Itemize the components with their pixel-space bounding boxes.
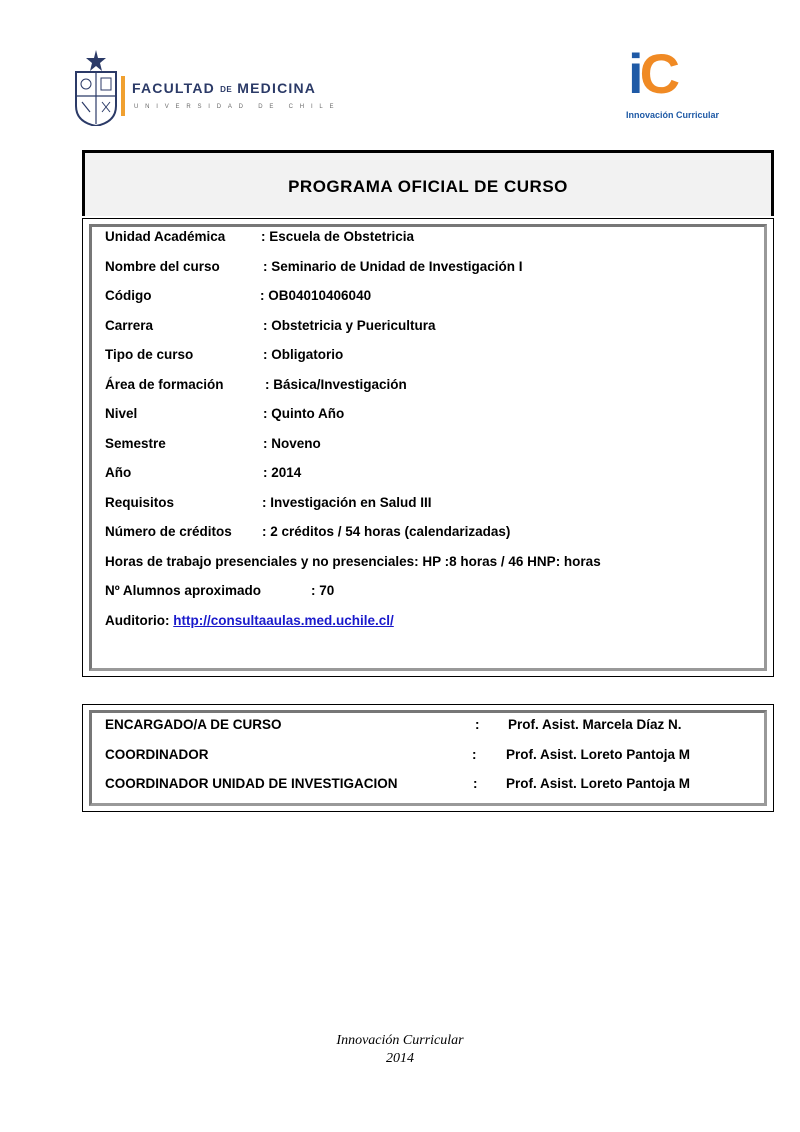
university-name: UNIVERSIDAD DE CHILE	[134, 104, 341, 110]
innovacion-curricular-logo	[622, 42, 720, 126]
info-row-alumnos: Nº Alumnos aproximado : 70	[105, 583, 335, 598]
info-row-unidad: Unidad Académica : Escuela de Obstetricia	[105, 229, 415, 244]
info-row-nombre: Nombre del curso : Seminario de Unidad de Investigación I	[105, 259, 523, 274]
info-row-anio: Año : 2014	[105, 465, 302, 480]
info-row-requisitos: Requisitos : Investigación en Salud III	[105, 495, 432, 510]
university-shield-icon	[72, 50, 120, 126]
info-row-auditorio: Auditorio: http://consultaaulas.med.uchile.cl/	[105, 613, 394, 628]
footer-line-2: 2014	[386, 1051, 414, 1066]
auditorio-link[interactable]: http://consultaaulas.med.uchile.cl/	[173, 613, 394, 628]
footer-line-1: Innovación Curricular	[336, 1033, 464, 1048]
ic-logo-mark: iC	[628, 42, 677, 105]
staff-row-coordinador: COORDINADOR : Prof. Asist. Loreto Pantoja M	[105, 747, 691, 762]
staff-row-encargado: ENCARGADO/A DE CURSO : Prof. Asist. Marcela Díaz N.	[105, 717, 682, 732]
info-row-semestre: Semestre : Noveno	[105, 436, 321, 451]
faculty-logo	[72, 50, 341, 126]
page-title: PROGRAMA OFICIAL DE CURSO	[288, 177, 568, 196]
info-row-horas: Horas de trabajo presenciales y no presenciales: HP :8 horas / 46 HNP: horas	[105, 554, 601, 569]
info-row-carrera: Carrera : Obstetricia y Puericultura	[105, 318, 436, 333]
info-row-creditos: Número de créditos : 2 créditos / 54 horas (calendarizadas)	[105, 524, 511, 539]
staff-row-coordinador-investigacion: COORDINADOR UNIDAD DE INVESTIGACION : Prof. Asist. Loreto Pantoja M	[105, 776, 691, 791]
info-row-codigo: Código : OB04010406040	[105, 288, 372, 303]
page-footer	[0, 1032, 800, 1068]
info-row-area: Área de formación : Básica/Investigación	[105, 377, 407, 392]
course-info-box	[82, 218, 774, 677]
info-row-nivel: Nivel : Quinto Año	[105, 406, 345, 421]
logo-divider	[121, 76, 125, 116]
info-row-tipo: Tipo de curso : Obligatorio	[105, 347, 344, 362]
ic-logo-caption: Innovación Curricular	[626, 110, 720, 120]
faculty-title: FACULTAD DE MEDICINA	[132, 80, 317, 96]
title-box	[82, 150, 774, 216]
